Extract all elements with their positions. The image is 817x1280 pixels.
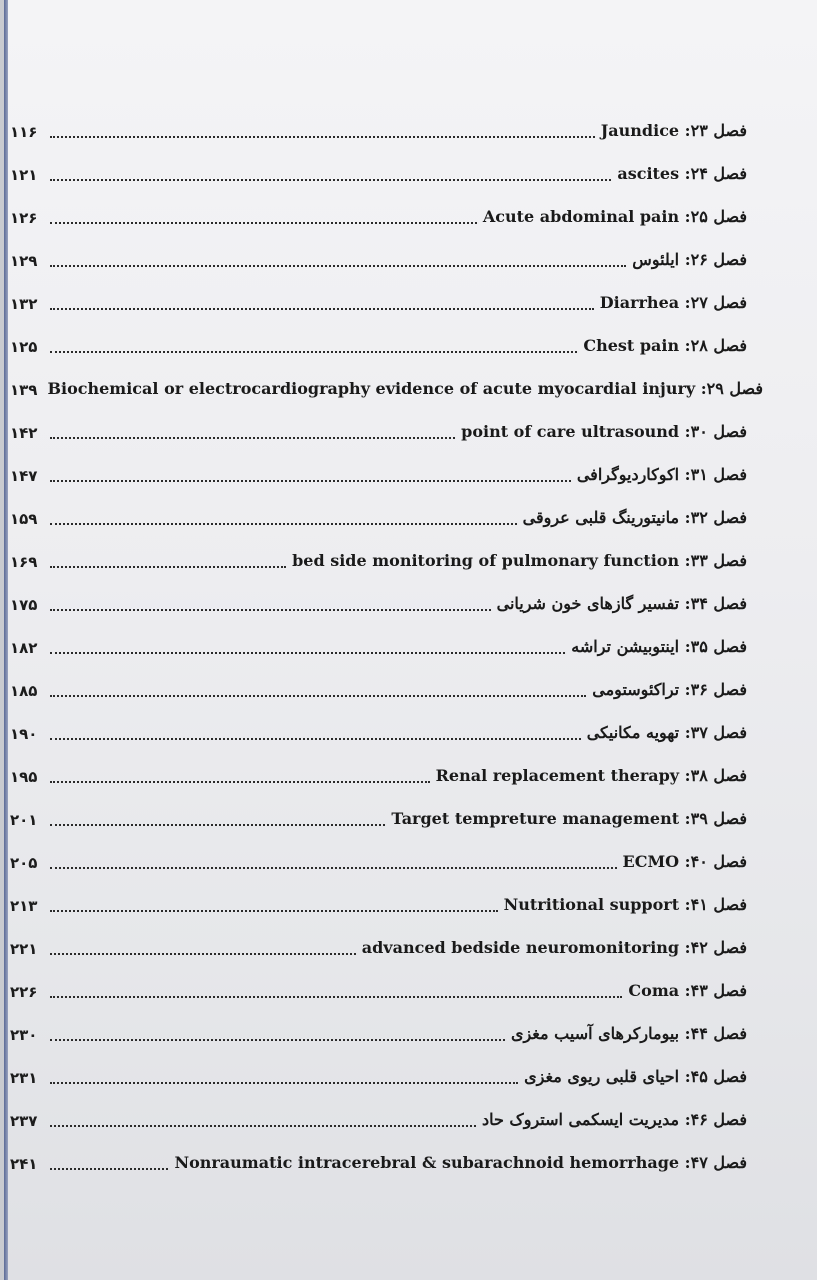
dot-leader bbox=[50, 179, 611, 181]
toc-chapter-title: فصل ۲۹: Biochemical or electrocardiography evidence of acute myocardial injury bbox=[47, 379, 764, 398]
dot-leader bbox=[50, 781, 430, 783]
toc-page-number: ۱۴۲ bbox=[10, 424, 38, 442]
dot-leader bbox=[50, 1168, 168, 1170]
toc-page-number: ۲۴۱ bbox=[10, 1155, 38, 1173]
toc-page-number: ۱۲۹ bbox=[10, 252, 38, 270]
toc-page-number: ۲۳۰ bbox=[10, 1026, 38, 1044]
toc-page-number: ۲۲۶ bbox=[10, 983, 38, 1001]
toc-page-number: ۱۲۱ bbox=[10, 166, 38, 184]
toc-entry bbox=[4, 237, 817, 271]
toc-entry bbox=[4, 796, 817, 830]
toc-entry bbox=[4, 1054, 817, 1088]
toc-page-number: ۲۰۱ bbox=[10, 811, 38, 829]
toc-entry bbox=[4, 452, 817, 486]
toc-entry bbox=[4, 280, 817, 314]
toc-chapter-title: فصل ۳۳: bed side monitoring of pulmonary function bbox=[292, 551, 747, 570]
toc-page-number: ۱۳۲ bbox=[10, 295, 38, 313]
toc-entry bbox=[4, 925, 817, 959]
dot-leader bbox=[50, 308, 594, 310]
toc-chapter-title: فصل ۲۶: ایلئوس bbox=[632, 250, 747, 269]
dot-leader bbox=[50, 652, 565, 654]
toc-chapter-title: فصل ۳۵: اینتوبیشن تراشه bbox=[571, 637, 747, 656]
toc-chapter-title: فصل ۴۲: advanced bedside neuromonitoring bbox=[361, 938, 747, 957]
dot-leader bbox=[50, 695, 586, 697]
dot-leader bbox=[50, 523, 517, 525]
dot-leader bbox=[50, 1082, 518, 1084]
toc-page-number: ۲۲۱ bbox=[10, 940, 38, 958]
toc-entry bbox=[4, 194, 817, 228]
toc-entry bbox=[4, 538, 817, 572]
toc-chapter-title: فصل ۳۱: اکوکاردیوگرافی bbox=[576, 465, 747, 484]
toc-page-number: ۱۸۵ bbox=[10, 682, 38, 700]
toc-page-number: ۱۵۹ bbox=[10, 510, 38, 528]
dot-leader bbox=[50, 867, 617, 869]
toc-chapter-title: فصل ۴۰: ECMO bbox=[622, 852, 747, 871]
dot-leader bbox=[50, 265, 626, 267]
document-page bbox=[4, 0, 817, 1280]
toc-page-number: ۱۲۶ bbox=[10, 209, 38, 227]
toc-entry bbox=[4, 624, 817, 658]
toc-page-number: ۱۸۲ bbox=[10, 639, 38, 657]
toc-chapter-title: فصل ۴۷: Nonraumatic intracerebral & subarachnoid hemorrhage bbox=[174, 1153, 747, 1172]
toc-chapter-title: فصل ۳۴: تفسیر گازهای خون شریانی bbox=[496, 594, 747, 613]
toc-entry bbox=[4, 409, 817, 443]
toc-entry bbox=[4, 1140, 817, 1174]
toc-chapter-title: فصل ۲۴: ascites bbox=[617, 164, 747, 183]
dot-leader bbox=[50, 738, 581, 740]
toc-page-number: ۱۴۷ bbox=[10, 467, 38, 485]
dot-leader bbox=[50, 824, 385, 826]
dot-leader bbox=[50, 1039, 505, 1041]
toc-entry bbox=[4, 151, 817, 185]
toc-entry bbox=[4, 366, 817, 400]
toc-entry bbox=[4, 882, 817, 916]
toc-entry bbox=[4, 323, 817, 357]
toc-page-number: ۱۹۵ bbox=[10, 768, 38, 786]
toc-chapter-title: فصل ۲۳: Jaundice bbox=[600, 121, 747, 140]
dot-leader bbox=[50, 437, 455, 439]
toc-page-number: ۲۰۵ bbox=[10, 854, 38, 872]
toc-chapter-title: فصل ۳۷: تهویه مکانیکی bbox=[586, 723, 747, 742]
toc-chapter-title: فصل ۳۹: Target tempreture management bbox=[391, 809, 747, 828]
dot-leader bbox=[50, 480, 571, 482]
dot-leader bbox=[50, 910, 498, 912]
toc-page-number: ۱۶۹ bbox=[10, 553, 38, 571]
dot-leader bbox=[50, 1125, 476, 1127]
toc-page-number: ۱۷۵ bbox=[10, 596, 38, 614]
toc-page-number: ۲۱۳ bbox=[10, 897, 38, 915]
dot-leader bbox=[50, 609, 491, 611]
dot-leader bbox=[50, 136, 595, 138]
toc-chapter-title: فصل ۳۰: point of care ultrasound bbox=[461, 422, 747, 441]
toc-entry bbox=[4, 495, 817, 529]
toc-chapter-title: فصل ۴۳: Coma bbox=[628, 981, 747, 1000]
toc-page-number: ۱۲۵ bbox=[10, 338, 38, 356]
dot-leader bbox=[50, 222, 477, 224]
dot-leader bbox=[50, 566, 286, 568]
toc-chapter-title: فصل ۳۲: مانیتورینگ قلبی عروقی bbox=[522, 508, 747, 527]
toc-entry bbox=[4, 753, 817, 787]
toc-entry bbox=[4, 581, 817, 615]
toc-chapter-title: فصل ۲۷: Diarrhea bbox=[599, 293, 747, 312]
toc-chapter-title: فصل ۲۵: Acute abdominal pain bbox=[482, 207, 747, 226]
toc-chapter-title: فصل ۴۴: بیومارکرهای آسیب مغزی bbox=[510, 1024, 747, 1043]
toc-chapter-title: فصل ۴۵: احیای قلبی ریوی مغزی bbox=[524, 1067, 747, 1086]
dot-leader bbox=[50, 953, 356, 955]
toc-page-number: ۲۳۷ bbox=[10, 1112, 38, 1130]
toc-chapter-title: فصل ۲۸: Chest pain bbox=[583, 336, 747, 355]
toc-entry bbox=[4, 839, 817, 873]
toc-entry bbox=[4, 968, 817, 1002]
toc-entry bbox=[4, 710, 817, 744]
toc-page-number: ۲۳۱ bbox=[10, 1069, 38, 1087]
toc-chapter-title: فصل ۴۱: Nutritional support bbox=[503, 895, 747, 914]
toc-page-number: ۱۱۶ bbox=[10, 123, 38, 141]
toc-chapter-title: فصل ۳۸: Renal replacement therapy bbox=[435, 766, 747, 785]
toc-entry bbox=[4, 108, 817, 142]
toc-chapter-title: فصل ۴۶: مدیریت ایسکمی استروک حاد bbox=[481, 1110, 747, 1129]
toc-entry bbox=[4, 667, 817, 701]
toc-page-number: ۱۹۰ bbox=[10, 725, 38, 743]
toc-entry bbox=[4, 1097, 817, 1131]
dot-leader bbox=[50, 996, 622, 998]
dot-leader bbox=[50, 351, 577, 353]
toc-page-number: ۱۳۹ bbox=[10, 381, 38, 399]
toc-chapter-title: فصل ۳۶: تراکئوستومی bbox=[592, 680, 747, 699]
toc-entry bbox=[4, 1011, 817, 1045]
